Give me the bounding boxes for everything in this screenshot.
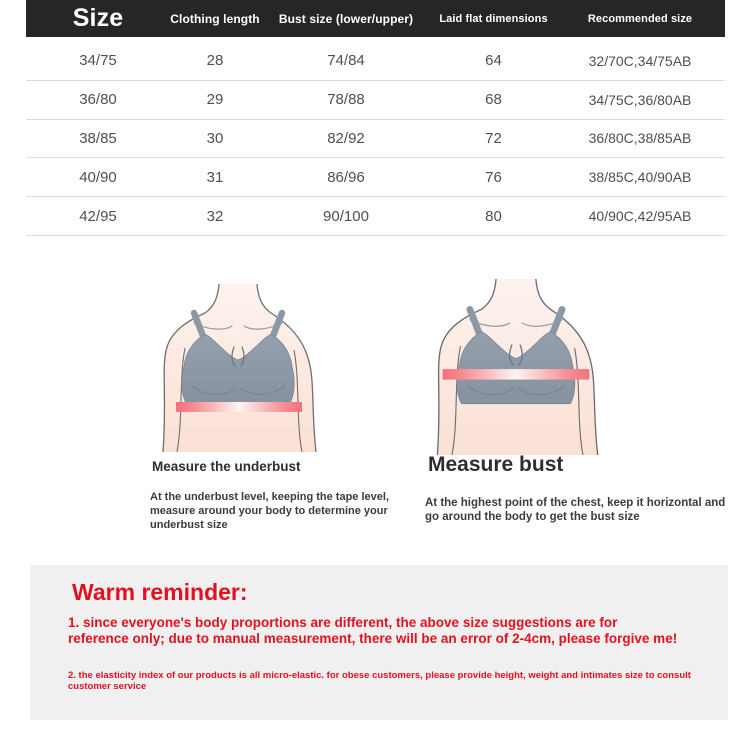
table-row <box>26 158 725 197</box>
warm-reminder-title: Warm reminder: <box>72 579 248 605</box>
underbust-measuring-band <box>176 402 302 412</box>
warm-reminder-panel <box>30 565 728 720</box>
cell-clothing-length: 29 <box>206 91 224 109</box>
cell-bust: 82/92 <box>327 129 365 147</box>
bust-measurement-illustration <box>406 279 628 455</box>
cell-bust: 90/100 <box>323 207 369 225</box>
cell-clothing-length: 28 <box>206 52 224 70</box>
table-row <box>26 197 725 236</box>
bust-measuring-band <box>443 369 590 379</box>
column-header-laid-flat: Laid flat dimensions <box>439 12 548 25</box>
cell-clothing-length: 31 <box>206 168 224 186</box>
measure-underbust-description: At the underbust level, keeping the tape level, measure around your body to determine your underbust size <box>150 491 390 531</box>
table-row <box>26 81 725 120</box>
measure-underbust-title: Measure the underbust <box>152 459 301 474</box>
underbust-measurement-illustration <box>133 284 345 452</box>
cell-size: 34/75 <box>79 52 117 70</box>
cell-recommended: 40/90C,42/95AB <box>588 208 692 225</box>
cell-laid-flat: 80 <box>485 207 502 225</box>
column-header-recommended: Recommended size <box>587 12 693 25</box>
cell-recommended: 36/80C,38/85AB <box>588 130 692 147</box>
cell-laid-flat: 68 <box>485 91 502 109</box>
cell-size: 36/80 <box>79 91 117 109</box>
cell-size: 42/95 <box>79 207 117 225</box>
cell-laid-flat: 64 <box>485 52 502 70</box>
column-header-bust-size: Bust size (lower/upper) <box>278 11 414 26</box>
warm-reminder-note-1: 1. since everyone's body proportions are different, the above size suggestions are for reference only; due to manual measurement, there will be an error of 2-4cm, please forgive me! <box>68 615 678 646</box>
cell-laid-flat: 72 <box>485 129 502 147</box>
cell-laid-flat: 76 <box>485 168 502 186</box>
cell-clothing-length: 32 <box>206 207 224 225</box>
column-header-clothing-length: Clothing length <box>170 11 260 26</box>
table-row <box>26 42 725 81</box>
cell-size: 40/90 <box>79 168 117 186</box>
cell-recommended: 34/75C,36/80AB <box>588 91 692 108</box>
size-table-header <box>26 0 725 37</box>
warm-reminder-note-2: 2. the elasticity index of our products is all micro-elastic. for obese customers, please provide height, weight and intimates size to consult customer service <box>68 670 691 692</box>
cell-size: 38/85 <box>79 129 117 147</box>
cell-clothing-length: 30 <box>206 129 224 147</box>
measure-bust-description: At the highest point of the chest, keep it horizontal and go around the body to get the bust size <box>425 497 726 524</box>
torso-bust-svg <box>406 279 628 455</box>
size-table-body <box>26 42 725 236</box>
table-row <box>26 120 725 159</box>
torso-underbust-svg <box>133 284 345 452</box>
measure-bust-title: Measure bust <box>428 453 564 476</box>
cell-bust: 74/84 <box>327 52 365 70</box>
cell-bust: 86/96 <box>327 168 365 186</box>
cell-bust: 78/88 <box>327 91 365 109</box>
cell-recommended: 32/70C,34/75AB <box>588 52 692 69</box>
cell-recommended: 38/85C,40/90AB <box>588 169 692 186</box>
size-table-title: Size <box>72 4 124 32</box>
